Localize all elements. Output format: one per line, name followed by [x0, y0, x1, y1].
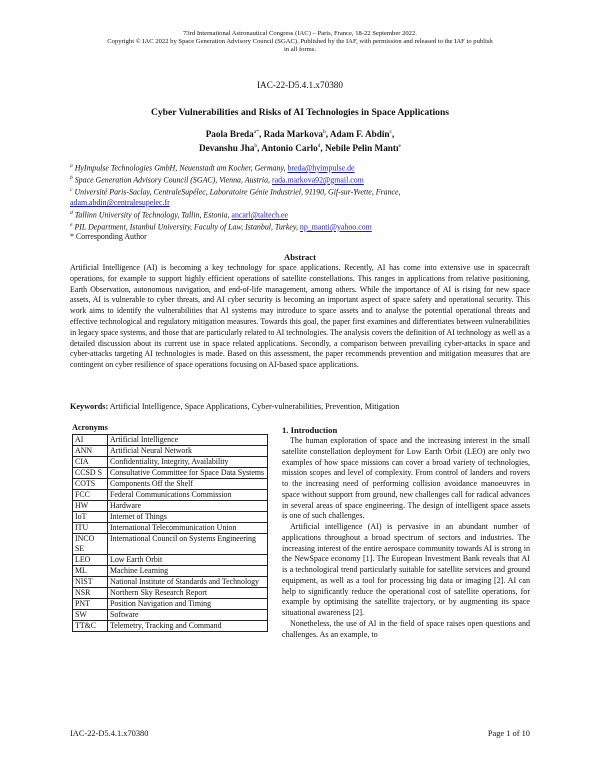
acronym-full: Federal Communications Commission [108, 490, 268, 501]
affiliation-sup: a [70, 163, 73, 169]
footer-page-number: Page 1 of 10 [487, 729, 530, 738]
table-row [73, 523, 268, 534]
email-link[interactable]: adam.abdin@centralesupelec.fr [70, 198, 170, 208]
keywords-label: Keywords: [70, 402, 109, 411]
intro-paragraph: Nonetheless, the use of AI in the field of space raises open questions and challenges. As an example, to [282, 618, 530, 639]
table-row [73, 599, 268, 610]
acronym-full: Hardware [108, 501, 268, 512]
table-row [73, 555, 268, 566]
acronym-abbr: NSR [73, 588, 108, 599]
author-sup: b [254, 143, 258, 150]
acronym-full: Internet of Things [108, 512, 268, 523]
paper-title: Cyber Vulnerabilities and Risks of AI Technologies in Space Applications [150, 107, 450, 118]
acronyms-table [72, 434, 268, 632]
acronym-full: Confidentiality, Integrity, Availability [108, 457, 268, 468]
acronym-full: Consultative Committee for Space Data Systems [108, 468, 268, 479]
acronym-full: International Telecommunication Union [108, 523, 268, 534]
table-row [73, 588, 268, 599]
author-sup: a* [253, 129, 259, 135]
affiliation-sup: d [70, 210, 73, 216]
affiliation-sup: b [70, 175, 73, 181]
introduction-body [282, 436, 530, 640]
keywords [70, 402, 530, 411]
author-name: Antonio Carlo [261, 143, 318, 154]
acronym-full: Telemetry, Tracking and Command [108, 621, 268, 632]
acronym-abbr: FCC [73, 490, 108, 501]
acronym-abbr: ANN [73, 446, 108, 457]
intro-paragraph: The human exploration of space and the increasing interest in the small satellite constellation deployment for Low Earth Orbit (LEO) are only two examples of how space missions can cover a broad variety of technologies, mission scopes and level of complexity. From control of landers and rovers to the increasing need of performing collision avoidance manoeuvres in space without support from ground, new challenges call for radical advances in several areas of space engineering. The design of intelligent space assets is one of such challenges. [282, 436, 530, 521]
acronym-full: Components Off the Shelf [108, 479, 268, 490]
acronym-full: Machine Learning [108, 566, 268, 577]
table-row [73, 490, 268, 501]
acronym-abbr: LEO [73, 555, 108, 566]
affiliation-text: Université Paris-Saclay, CentraleSupélec, Laboratoire Génie Industriel, 91190, Gif-sur-Yvette, France, [74, 187, 401, 197]
table-row [73, 501, 268, 512]
acronym-abbr: PNT [73, 599, 108, 610]
affiliation-text: Tallinn University of Technology, Tallin, Estonia, [74, 210, 232, 220]
intro-paragraph: Artificial intelligence (AI) is pervasive in an abundant number of applications throughout a broad spectrum of sectors and industries. The increasing interest of the entire aerospace community towards AI is strong in the NewSpace economy [1]. The European Investment Bank reveals that AI is a technological trend particularly suitable for satellite services and ground equipment, as well as a tool for processing big data or imaging [2]. AI can help to significantly reduce the operational cost of satellite operations, for example by optimising the satellite trajectory, or by augmenting its space situational awareness [2]. [282, 522, 530, 617]
table-row [73, 512, 268, 523]
acronym-full: National Institute of Standards and Technology [108, 577, 268, 588]
acronym-abbr: AI [73, 435, 108, 446]
affiliation-sup: c [70, 187, 73, 193]
acronym-full: Northern Sky Research Report [108, 588, 268, 599]
author-list: Paola Breda$^{a*}$, Rada Markova$^b$, Adam F. Abdin$^c$, Devanshu Jha$^b$, Antonio Carlo$^d$, Nebile Pelin Mantı$^e$ [199, 129, 401, 154]
acronym-full: Software [108, 610, 268, 621]
table-row [73, 621, 268, 632]
author-sup: d [317, 143, 321, 150]
table-row [73, 566, 268, 577]
affiliation-c [70, 185, 530, 209]
affiliation-sup: e [70, 222, 73, 228]
table-row [73, 446, 268, 457]
acronym-abbr: TT&C [73, 621, 108, 632]
author-name: Paola Breda [205, 129, 254, 140]
author-name: Nebile Pelin Mantı [325, 143, 399, 154]
acronym-abbr: CCSD S [73, 468, 108, 479]
affiliation-text: PIL Department, Istanbul University, Faculty of Law, Istanbul, Turkey, [74, 222, 300, 232]
conference-header [60, 30, 540, 55]
copyright-line-2: in all forms. [283, 46, 317, 54]
email-link[interactable]: breda@hyimpulse.de [287, 163, 355, 173]
acronym-abbr: COTS [73, 479, 108, 490]
table-row [73, 479, 268, 490]
affiliation-text: Space Generation Advisory Council (SGAC), Vienna, Austria, [74, 175, 272, 185]
author-name: Devanshu Jha [199, 143, 255, 154]
keywords-text: Artificial Intelligence, Space Applications, Cyber-vulnerabilities, Prevention, Mitigation [108, 402, 400, 411]
acronym-full: Low Earth Orbit [108, 555, 268, 566]
acronym-abbr: IoT [73, 512, 108, 523]
table-row [73, 534, 268, 555]
acronym-abbr: HW [73, 501, 108, 512]
footer-paper-id: IAC-22-D5.4.1.x70380 [70, 729, 149, 738]
table-row [73, 468, 268, 479]
acronym-full: International Council on Systems Engineering [108, 534, 268, 555]
acronym-full: Artificial Intelligence [108, 435, 268, 446]
email-link[interactable]: rada.markova92@gmail.com [271, 175, 364, 185]
acronym-abbr: ITU [73, 523, 108, 534]
paper-id: IAC-22-D5.4.1.x70380 [257, 80, 343, 90]
acronym-full: Artificial Neural Network [108, 446, 268, 457]
affiliation-text: HyImpulse Technologies GmbH, Neuenstadt am Kocher, Germany, [74, 163, 288, 173]
abstract-text: Artificial Intelligence (AI) is becoming a key technology for space applications. Recently, AI has come into extensive use in spacecraft operations, for example to support highly efficient operations of satellite constellations. This ranges in applications from relative positioning, Earth Observation, autonomous navigation, and end-of-life management, among others. While the importance of AI is rising for new space assets, AI is vulnerable to cyber threats, and AI cyber security is becoming an important aspect of space safety and operational security. This work aims to identify the vulnerabilities that AI systems may introduce to space assets and to analyse the potential operational threats and effective technological and regulatory mitigation measures. Towards this goal, the paper first examines and differentiates between vulnerabilities in legacy space systems, and those that are particularly related to AI technologies. The analysis covers the definition of AI technology as well as a detailed discussion about its current use in space related applications. Secondly, a comparison between prevailing cyber-attacks in space and cyber-attacks targeting AI technologies is made. Based on this assessment, the paper recommends prevention and mitigation measures that are contingent on cyber resilience of space operations focusing on AI-based space applications. [70, 263, 530, 370]
author-name: Adam F. Abdin [329, 129, 390, 140]
table-row [73, 435, 268, 446]
corresponding-author: * Corresponding Author [70, 232, 147, 241]
copyright-line: Copyright © IAC 2022 by Space Generation Advisory Council (SGAC). Published by the IAF, with permission and released to the IAF to publish [107, 38, 493, 46]
acronym-full: Position Navigation and Timing [108, 599, 268, 610]
table-row [73, 577, 268, 588]
author-sup: b [323, 129, 326, 135]
acronym-abbr: CIA [73, 457, 108, 468]
conference-line: 73rd International Astronautical Congress (IAC) – Paris, France, 18-22 September 2022. [183, 30, 417, 37]
email-link[interactable]: np_manti@yahoo.com [299, 222, 372, 232]
acronym-abbr: NIST [73, 577, 108, 588]
introduction-heading: 1. Introduction [282, 425, 338, 435]
acronym-abbr: SW [73, 610, 108, 621]
author-sup: e [398, 143, 401, 150]
acronym-abbr: INCO SE [73, 534, 108, 555]
author-name: Rada Markova [263, 129, 324, 140]
acronym-abbr: ML [73, 566, 108, 577]
table-row [73, 457, 268, 468]
author-sup: c [389, 129, 392, 135]
table-row [73, 610, 268, 621]
abstract-heading: Abstract [284, 252, 316, 262]
email-link[interactable]: ancarl@taltech.ee [231, 210, 289, 220]
acronyms-heading: Acronyms [72, 423, 108, 432]
